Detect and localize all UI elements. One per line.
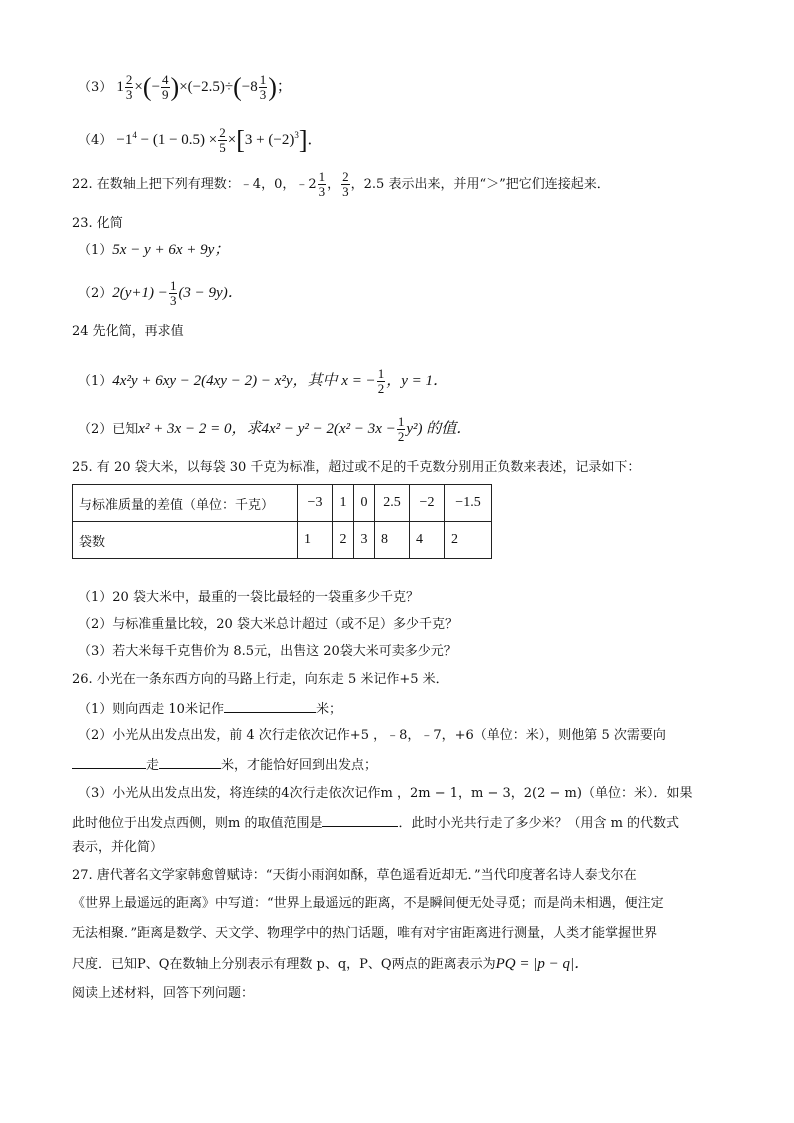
q23-part2: （2）2(y+1) − $\frac{1}{3}$ (3 − 9y)． bbox=[78, 278, 243, 308]
q21-part4: $(4) -1^4 - (1 - 0.5)$ × $\frac{2}{5}$ $\times[3 + (-2)^3]$． bbox=[78, 125, 323, 155]
question-24-title: 24 先化简，再求值 bbox=[72, 324, 184, 339]
q27-line1: 27. 唐代著名文学家韩愈曾赋诗：“天街小雨润如酥，草色遥看近却无．”当代印度著名诗人泰戈尔在 bbox=[72, 868, 637, 883]
answer-blank[interactable] bbox=[224, 698, 316, 713]
rice-bag-table bbox=[72, 484, 492, 559]
question-25-intro: 25. 有 20 袋大米，以每袋 30 千克为标准，超过或不足的千克数分别用正负数来表述，记录如下： bbox=[72, 460, 641, 475]
table-cell: 4 bbox=[410, 522, 445, 559]
q26-part3-a: （3）小光从出发点出发，将连续的4次行走依次记作m ，2m − 1，m − 3，2(2 − m)（单位：米）．如果 bbox=[78, 786, 693, 801]
table-row bbox=[73, 485, 492, 522]
q21-p4-label: （4） bbox=[78, 133, 113, 148]
table-cell: −1.5 bbox=[445, 485, 492, 522]
table-row bbox=[73, 522, 492, 559]
table-header-label: 与标准质量的差值（单位：千克） bbox=[73, 485, 298, 522]
q26-part2-b: 走 米，才能恰好回到出发点； bbox=[72, 754, 377, 776]
table-cell: 3 bbox=[354, 522, 375, 559]
q21-part3: （3） 1 $\frac{2}{3}$ ×(− $\frac{4}{9}$ )×(−2.5)÷(−8 $\frac{1}{3}$ )； bbox=[78, 72, 292, 102]
q27-line3: 无法相聚．”距离是数学、天文学、物理学中的热门话题，唯有对宇宙距离进行测量，人类才能掌握世界 bbox=[72, 926, 658, 941]
q25-part3: （3）若大米每千克售价为 8.5元，出售这 20袋大米可卖多少元？ bbox=[78, 644, 457, 659]
q27-line4: 尺度．已知P、Q在数轴上分别表示有理数 p、q，P、Q两点的距离表示为PQ = |p − q|． bbox=[72, 956, 590, 972]
q26-part3-d: 表示，并化简） bbox=[72, 840, 164, 855]
q24-part2: （2）已知x² + 3x − 2 = 0，求4x² − y² − 2(x² − 3x − $\frac{1}{2}$ y²) 的值． bbox=[78, 414, 472, 444]
table-cell: −3 bbox=[298, 485, 333, 522]
q24-part1: （1）4x²y + 6xy − 2(4xy − 2) − x²y，其中 x = − $\frac{1}{2}$ ，y = 1． bbox=[78, 366, 448, 396]
answer-blank[interactable] bbox=[322, 812, 398, 827]
q23-part1: （1）5x − y + 6x + 9y； bbox=[78, 242, 230, 258]
table-cell: 2 bbox=[445, 522, 492, 559]
question-26-intro: 26. 小光在一条东西方向的马路上行走，向东走 5 米记作+5 米． bbox=[72, 672, 449, 687]
question-22: 22. 在数轴上把下列有理数：﹣4，0，﹣2 $\frac{1}{3}$ ， $\frac{2}{3}$ ，2.5 表示出来，并用“＞”把它们连接起来． bbox=[72, 169, 610, 199]
answer-blank[interactable] bbox=[72, 754, 146, 769]
table-cell: 1 bbox=[298, 522, 333, 559]
q27-line5: 阅读上述材料，回答下列问题： bbox=[72, 986, 255, 1001]
q26-part1: （1）则向西走 10米记作 米； bbox=[78, 698, 342, 720]
table-cell: 2 bbox=[333, 522, 354, 559]
q25-part1: （1）20 袋大米中，最重的一袋比最轻的一袋重多少千克？ bbox=[78, 590, 419, 605]
table-count-label: 袋数 bbox=[73, 522, 298, 559]
q26-part3-b: 此时他位于出发点西侧，则m 的取值范围是 ．此时小光共行走了多少米？（用含 m 的代数式 bbox=[72, 812, 679, 834]
answer-blank[interactable] bbox=[159, 754, 221, 769]
q21-p3-label: （3） bbox=[78, 80, 113, 95]
table-cell: −2 bbox=[410, 485, 445, 522]
table-cell: 0 bbox=[354, 485, 375, 522]
table-cell: 1 bbox=[333, 485, 354, 522]
table-cell: 8 bbox=[375, 522, 410, 559]
q27-line2: 《世界上最遥远的距离》中写道：“世界上最遥远的距离，不是瞬间便无处寻觅；而是尚未相遇，便注定 bbox=[72, 896, 664, 911]
table-cell: 2.5 bbox=[375, 485, 410, 522]
q25-part2: （2）与标准重量比较，20 袋大米总计超过（或不足）多少千克？ bbox=[78, 617, 458, 632]
question-23-title: 23. 化简 bbox=[72, 216, 123, 231]
q26-part2-a: （2）小光从出发点出发，前 4 次行走依次记作+5 ，﹣8，﹣7，+6（单位：米），则他第 5 次需要向 bbox=[78, 728, 666, 743]
